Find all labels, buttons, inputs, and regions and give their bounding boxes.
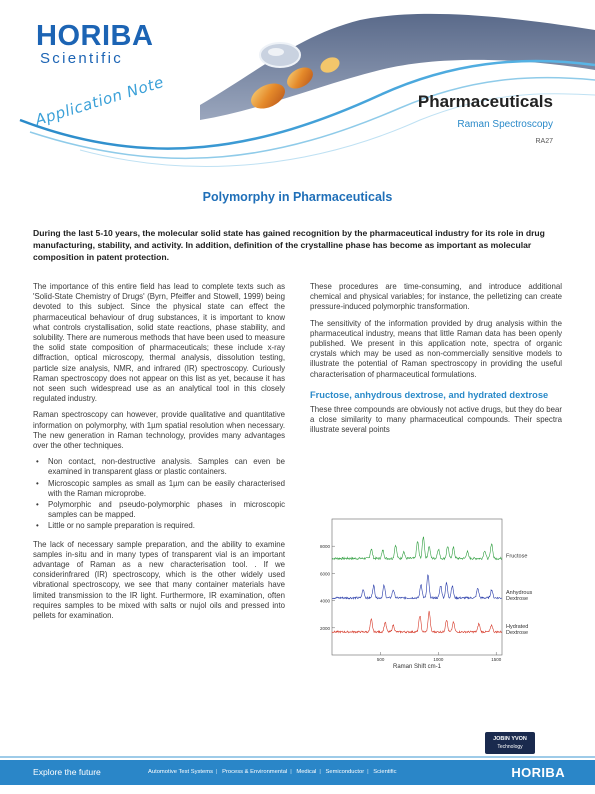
article-intro: During the last 5-10 years, the molecular solid state has gained recognition by the pharmaceutical industry for its role in drug manufacturing, stability, and activity. In addition, definition of the crystalline phase has become as important as molecular composition in patent protection. [33, 228, 545, 262]
list-item: • Polymorphic and pseudo-polymorphic phases in microscopic samples can be mapped. [33, 500, 285, 520]
legend-label: Hydrated [506, 623, 529, 630]
list-item: • Non contact, non-destructive analysis. Samples can even be examined in transparent glass or plastic containers. [33, 457, 285, 477]
paragraph: These procedures are time-consuming, and introduce additional chemical and physical variables; for instance, the pelletizing can create pressure-induced polymorphic transformation. [310, 282, 562, 312]
footer-tagline: Explore the future [33, 767, 101, 777]
partner-tagline: Technology [497, 744, 523, 750]
brand-name: HORIBA [36, 20, 154, 52]
title-block [418, 92, 553, 145]
advantages-list [33, 457, 285, 531]
list-item: • Microscopic samples as small as 1µm can be easily characterised with the Raman microprobe. [33, 479, 285, 499]
legend-label: Anhydrous [506, 589, 533, 596]
horiba-scientific-logo [36, 21, 153, 67]
chart-frame [332, 519, 502, 655]
page-title: Pharmaceuticals [417, 92, 553, 111]
market-semiconductor: Semiconductor [325, 769, 365, 775]
x-tick-label: 1000 [433, 657, 444, 662]
document-code: RA27 [535, 138, 553, 145]
page-header [0, 0, 595, 180]
market-scientific: Scientific [373, 769, 397, 775]
paragraph: The importance of this entire field has lead to complete texts such as 'Solid-State Chemistry of Drugs' (Byrn, Pfeiffer and Stowell, 1999) being devoted to this subject. Since the physical state can effect the pharmaceutical behaviour of drug substances, it is important to know what controls crystallisation, solid state reactions, phase stability, and solubility. There are numerous methods that have been used to measure the solid state composition of pharmaceuticals; these include x-ray diffraction, optical microscopy, thermal analysis, dissolution testing, particle size analysis, NMR, and infrared (IR) spectroscopy. Curiously Raman spectroscopy does not appear on this list as yet, because it has not seen such widespread use as an analytical tool in this closely regulated industry. [33, 282, 285, 404]
market-medical: Medical [296, 769, 317, 775]
page-footer [0, 760, 595, 785]
y-tick-label: 8000 [319, 544, 330, 550]
x-tick-label: 1500 [491, 657, 502, 662]
application-note-label: Application Note [33, 72, 167, 130]
paragraph: The sensitivity of the information provided by drug analysis within the pharmaceutical industry, means that little Raman data has been openly published. We present in this application note, spectra of organic crystals which may be used as non-commercially sensitive models to illustrate the potential of Raman spectroscopy in providing the useful characterisation of pharmaceutical formulations. [310, 318, 562, 379]
legend-label: Dextrose [506, 595, 529, 602]
footer-divider [0, 756, 595, 758]
left-column [33, 282, 285, 627]
paragraph: The lack of necessary sample preparation, and the ability to examine samples in-situ and in many types of transparent vial is an important advantage of Raman as a new characterisation tool. . If we considerinfrared (IR) spectroscopy, which is the other widely used vibrational spectroscopy, we see that many container materials have limited transmission to the IR light. Furthermore, IR examination, often requires samples to be mixed with salts or nujol oils and pressed into pellets for examination. [33, 539, 285, 621]
y-tick-label: 4000 [319, 598, 330, 604]
footer-logo: HORIBA [511, 765, 565, 780]
raman-spectra-chart [310, 515, 560, 671]
paragraph: These three compounds are obviously not active drugs, but they do bear a close similarity to many pharmaceutical compounds. Their spectra illustrate several points [310, 404, 562, 435]
section-heading: Fructose, anhydrous dextrose, and hydrated dextrose [310, 389, 549, 400]
x-axis-label: Raman Shift cm-1 [392, 664, 442, 670]
page-subtitle: Raman Spectroscopy [457, 119, 553, 130]
jobin-yvon-badge [485, 732, 535, 754]
article-title: Polymorphy in Pharmaceuticals [202, 190, 393, 204]
y-tick-label: 2000 [319, 625, 330, 631]
legend-label: Fructose [506, 553, 528, 560]
right-column [310, 282, 562, 441]
market-automotive: Automotive Test Systems [148, 769, 213, 775]
footer-markets: Automotive Test Systems | Process & Environmental | Medical | Semiconductor | Scientific [148, 769, 397, 775]
brand-division: Scientific [40, 50, 124, 67]
y-tick-label: 6000 [319, 571, 330, 577]
legend-label: Dextrose [506, 629, 529, 636]
partner-name: JOBIN YVON [493, 736, 527, 742]
paragraph: Raman spectroscopy can however, provide qualitative and quantitative information on polymorphy, with 1µm spatial resolution when necessary. The new generation in Raman technology, provides many advantages over the other techniques. [33, 410, 285, 451]
x-tick-label: 500 [376, 657, 385, 662]
market-process: Process & Environmental [222, 769, 288, 775]
list-item: • Little or no sample preparation is required. [33, 521, 285, 531]
